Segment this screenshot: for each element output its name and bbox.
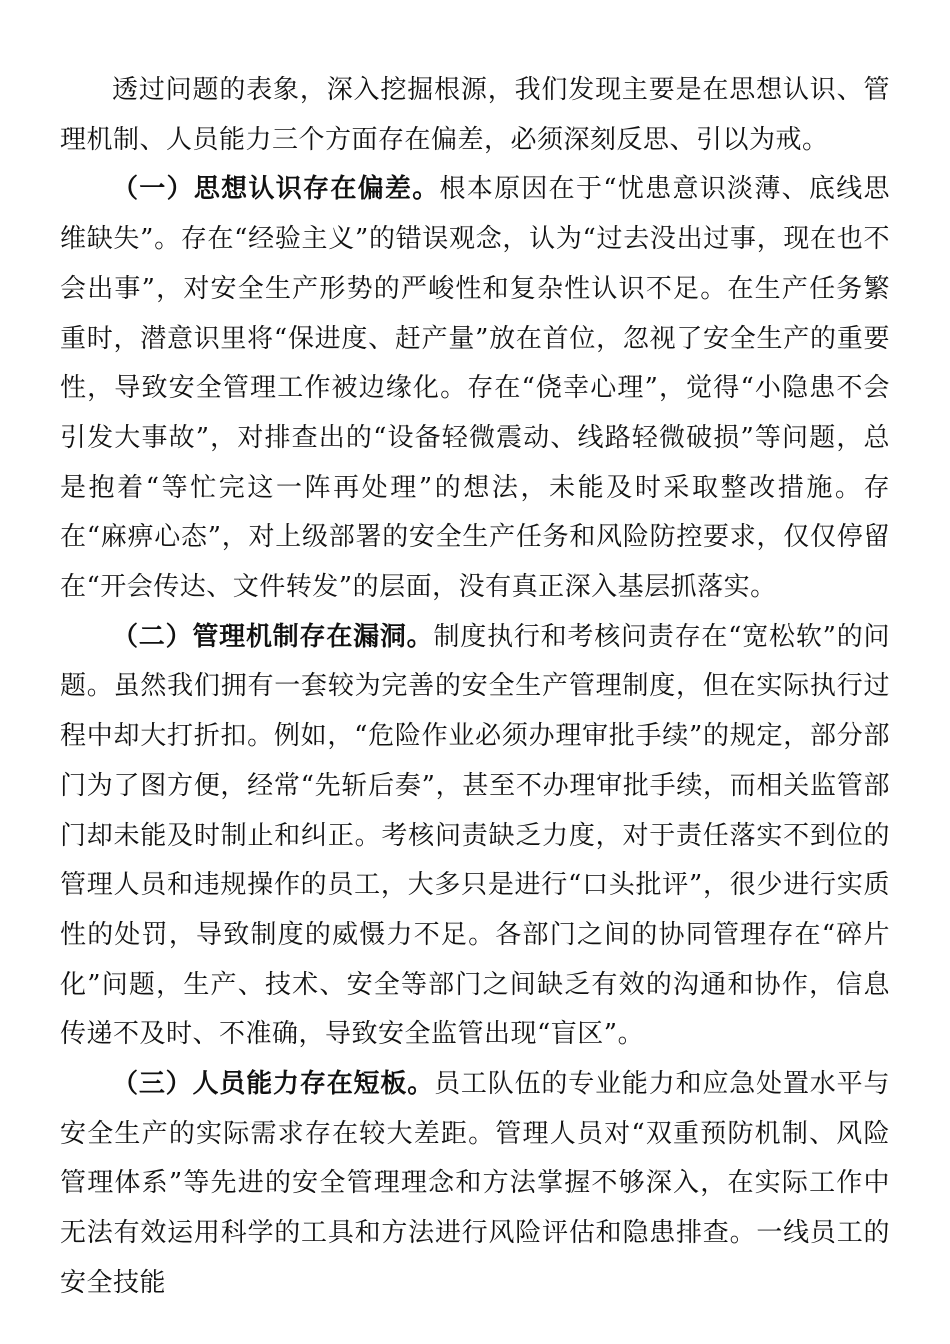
section-3-paragraph: [60, 1060, 890, 1309]
section-1-paragraph: [60, 165, 890, 612]
section-1-heading: （一）思想认识存在偏差。: [112, 174, 440, 205]
section-3-body: 员工队伍的专业能力和应急处置水平与安全生产的实际需求存在较大差距。管理人员对“双重预防机制、风险管理体系”等先进的安全管理理念和方法掌握不够深入，在实际工作中无法有效运用科学的工具和方法进行风险评估和隐患排查。一线员工的安全技能: [60, 1069, 890, 1298]
section-2-heading: （二）管理机制存在漏洞。: [112, 621, 434, 652]
section-2-paragraph: [60, 613, 890, 1060]
section-1-body: 根本原因在于“忧患意识淡薄、底线思维缺失”。存在“经验主义”的错误观念，认为“过去没出过事，现在也不会出事”，对安全生产形势的严峻性和复杂性认识不足。在生产任务繁重时，潜意识里将“保进度、赶产量”放在首位，忽视了安全生产的重要性，导致安全管理工作被边缘化。存在“侥幸心理”，觉得“小隐患不会引发大事故”，对排查出的“设备轻微震动、线路轻微破损”等问题，总是抱着“等忙完这一阵再处理”的想法，未能及时采取整改措施。存在“麻痹心态”，对上级部署的安全生产任务和风险防控要求，仅仅停留在“开会传达、文件转发”的层面，没有真正深入基层抓落实。: [60, 174, 890, 603]
document-page: [60, 66, 890, 1309]
section-3-heading: （三）人员能力存在短板。: [112, 1069, 435, 1100]
section-2-body: 制度执行和考核问责存在“宽松软”的问题。虽然我们拥有一套较为完善的安全生产管理制度，但在实际执行过程中却大打折扣。例如，“危险作业必须办理审批手续”的规定，部分部门为了图方便，经常“先斩后奏”，甚至不办理审批手续，而相关监管部门却未能及时制止和纠正。考核问责缺乏力度，对于责任落实不到位的管理人员和违规操作的员工，大多只是进行“口头批评”，很少进行实质性的处罚，导致制度的威慑力不足。各部门之间的协同管理存在“碎片化”问题，生产、技术、安全等部门之间缺乏有效的沟通和协作，信息传递不及时、不准确，导致安全监管出现“盲区”。: [60, 621, 890, 1050]
intro-paragraph: 透过问题的表象，深入挖掘根源，我们发现主要是在思想认识、管理机制、人员能力三个方面存在偏差，必须深刻反思、引以为戒。: [60, 75, 890, 155]
